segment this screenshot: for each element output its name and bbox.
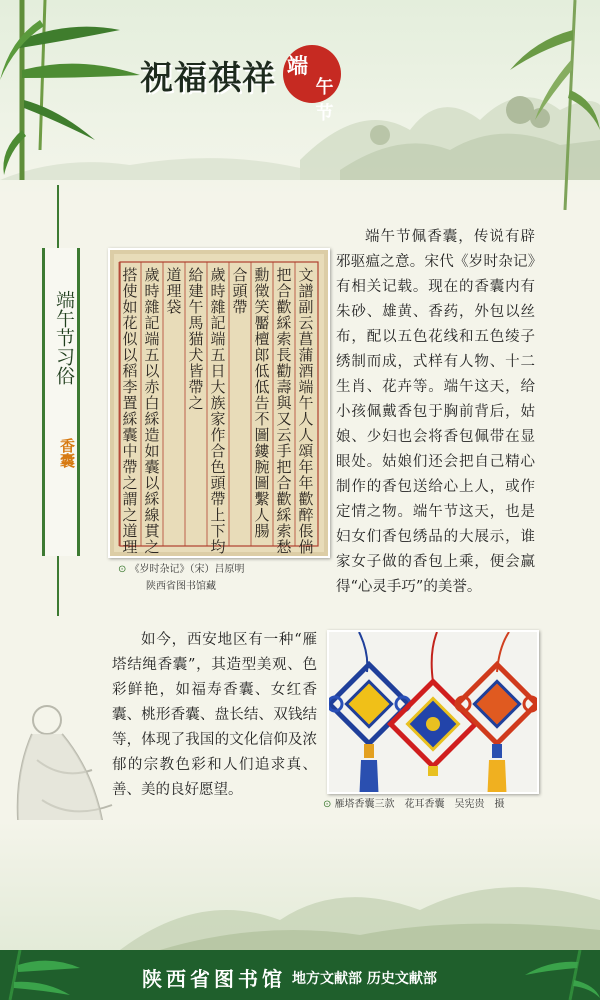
side-divider-top [57, 185, 59, 248]
photo1-caption-line2: 陕西省图书馆藏 [146, 581, 216, 592]
landscape-hills [0, 840, 600, 950]
photo1-caption-line1: 《岁时杂记》（宋）吕原明 [129, 564, 245, 575]
photo-knot-pouches [327, 630, 539, 794]
bamboo-footer-left-icon [0, 950, 110, 1000]
book-column-text: 把合歡綵索長勸壽與又云手把合歡綵索愁 [276, 266, 292, 556]
book-column-text: 歲時雜記端五日大族家作合色頭帶上下均 [210, 266, 226, 556]
side-divider-bottom [57, 556, 59, 616]
section-subtitle: 香囊 [58, 438, 76, 468]
paragraph-xian-pouch: 如今，西安地区有一种“雁塔结绳香囊”，其造型美观、色彩鲜艳，如福寿香囊、女红香囊、桃形香囊、盘长结、双钱结等，体现了我国的文化信仰及浓郁的宗教色彩和人们追求真、善、美的良好愿望。 [112, 632, 317, 798]
bamboo-top-left-icon [0, 0, 150, 180]
photo2-caption-text: 雁塔香囊三款 花耳香囊 吴宪贵 摄 [334, 799, 505, 810]
photo2-caption [323, 796, 505, 813]
book-column-text: 搭使如花似以稻李置綵囊中帶之謂之道理 [122, 266, 138, 556]
book-column-text: 給建午馬猫犬皆帶之 [188, 266, 204, 412]
book-column-text: 合頭帶 [232, 266, 248, 316]
book-column-text: 文譜副云菖蒲酒端午人人頌年年歡醉倀倘 [298, 266, 314, 556]
department-names: 地方文献部 历史文献部 [292, 971, 437, 987]
side-panel [42, 248, 80, 556]
seal-text-top: 端 [287, 53, 308, 78]
page-title: 祝福祺祥 [140, 58, 276, 97]
book-page-illustration [110, 250, 328, 556]
library-name: 陕西省图书馆 [142, 967, 286, 991]
photo1-caption [118, 561, 245, 595]
seal-text-bottom: 午节 [315, 77, 334, 124]
dragon-boat-seal [283, 45, 341, 124]
book-column-text: 歲時雜記端五以赤白綵造如囊以綵線貫之 [144, 266, 160, 556]
bullet-icon: ⊙ [323, 799, 335, 810]
knot-pouches-illustration [329, 632, 537, 792]
photo-ancient-book [108, 248, 330, 558]
bamboo-top-right-icon [505, 0, 600, 210]
book-column-text: 道理袋 [166, 266, 182, 316]
paragraph-fragrant-pouch: 端午节佩香囊，传说有辟邪驱瘟之意。宋代《岁时杂记》有相关记载。现在的香囊内有朱砂、雄黄、香药，外包以丝布，配以五色花线和五色绫子绣制而成，式样有人物、十二生肖、花卉等。端午这天，给小孩佩戴香包于胸前背后，姑娘、少妇也会将香包佩带在显眼处。姑娘们还会把自己精心制作的香包送给心上人，或作定情之物。端午节这天，也是妇女们香包绣品的大展示，谁家女子做的香包上乘，便会赢得“心灵手巧”的美誉。 [336, 229, 535, 595]
section-title: 端午节习俗 [53, 290, 75, 385]
bamboo-footer-right-icon [520, 950, 600, 1000]
book-column-text: 勳徵笑靨檀郎低低告不圖鏤腕圖繫人腸 [254, 266, 270, 540]
footer-bar [0, 950, 600, 1000]
bullet-icon: ⊙ [118, 564, 130, 575]
